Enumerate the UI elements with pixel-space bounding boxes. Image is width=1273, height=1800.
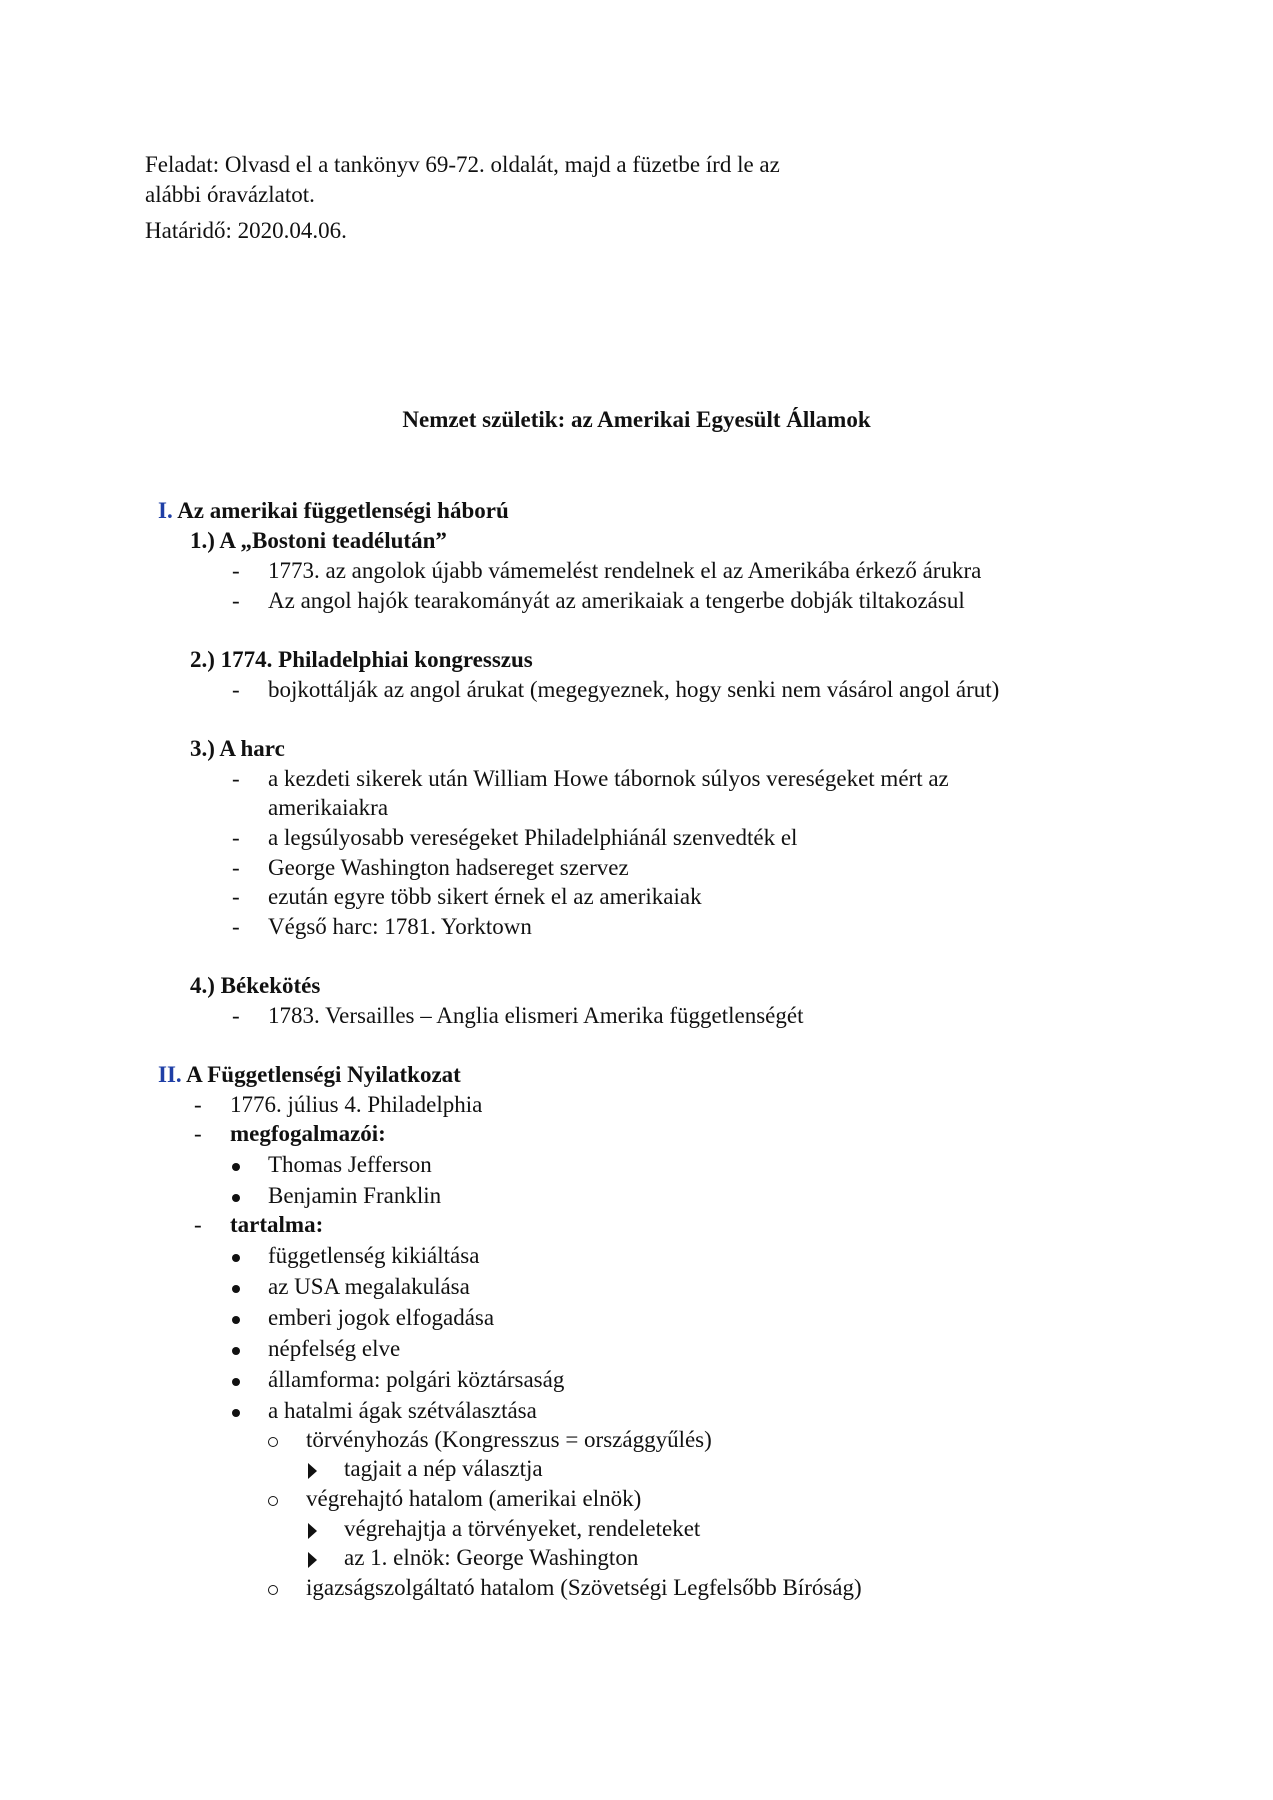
content-item: államforma: polgári köztársaság xyxy=(268,1367,565,1392)
dash-marker: - xyxy=(232,588,240,613)
bullet-icon xyxy=(232,1365,240,1395)
branch-detail: az 1. elnök: George Washington xyxy=(344,1545,639,1570)
content-item: emberi jogok elfogadása xyxy=(268,1305,495,1330)
branch-item: törvényhozás (Kongresszus = országgyűlés) xyxy=(306,1427,712,1452)
subsection-4-heading: 4.) Békekötés xyxy=(190,973,321,998)
dash-marker: - xyxy=(232,884,240,909)
content-item: népfelség elve xyxy=(268,1336,401,1361)
dash-marker: - xyxy=(232,914,240,939)
list-item: Az angol hajók tearakományát az amerikaiak a tengerbe dobják tiltakozásul xyxy=(268,588,965,613)
dash-marker: - xyxy=(232,558,240,583)
dash-marker: - xyxy=(232,855,240,880)
list-item: a kezdeti sikerek után William Howe tábornok súlyos vereségeket mért az xyxy=(268,766,949,791)
section-1-heading xyxy=(158,496,509,526)
bullet-icon xyxy=(232,1396,240,1426)
bullet-icon xyxy=(232,1150,240,1180)
branch-item: végrehajtó hatalom (amerikai elnök) xyxy=(306,1486,642,1511)
triangle-bullet-icon xyxy=(308,1514,317,1544)
circle-bullet-icon xyxy=(268,1573,278,1603)
dash-marker: - xyxy=(232,677,240,702)
authors-label: megfogalmazói: xyxy=(230,1121,386,1146)
list-item: George Washington hadsereget szervez xyxy=(268,855,629,880)
list-item: 1776. július 4. Philadelphia xyxy=(230,1092,483,1117)
list-item: 1773. az angolok újabb vámemelést rendelnek el az Amerikába érkező árukra xyxy=(268,558,982,583)
bullet-icon xyxy=(232,1303,240,1333)
branch-detail: végrehajtja a törvényeket, rendeleteket xyxy=(344,1516,701,1541)
subsection-1-heading: 1.) A „Bostoni teadélután” xyxy=(190,528,447,553)
bullet-icon xyxy=(232,1241,240,1271)
list-item-continuation: amerikaiakra xyxy=(268,795,389,820)
roman-numeral: I. xyxy=(158,498,173,523)
bullet-icon xyxy=(232,1181,240,1211)
dash-marker: - xyxy=(232,766,240,791)
list-item: ezután egyre több sikert érnek el az amerikaiak xyxy=(268,884,702,909)
circle-bullet-icon xyxy=(268,1425,278,1455)
content-label: tartalma: xyxy=(230,1212,324,1237)
subsection-2-heading: 2.) 1774. Philadelphiai kongresszus xyxy=(190,647,533,672)
list-item: a legsúlyosabb vereségeket Philadelphiánál szenvedték el xyxy=(268,825,798,850)
content-item: a hatalmi ágak szétválasztása xyxy=(268,1398,537,1423)
dash-marker: - xyxy=(194,1212,202,1237)
dash-marker: - xyxy=(232,1003,240,1028)
section-heading-text: Az amerikai függetlenségi háború xyxy=(177,498,509,523)
triangle-bullet-icon xyxy=(308,1454,317,1484)
branch-item: igazságszolgáltató hatalom (Szövetségi Legfelsőbb Bíróság) xyxy=(306,1575,862,1600)
circle-bullet-icon xyxy=(268,1484,278,1514)
list-item: Végső harc: 1781. Yorktown xyxy=(268,914,532,939)
triangle-bullet-icon xyxy=(308,1543,317,1573)
page-title: Nemzet születik: az Amerikai Egyesült Államok xyxy=(402,407,871,432)
deadline: Határidő: 2020.04.06. xyxy=(145,218,347,243)
branch-detail: tagjait a nép választja xyxy=(344,1456,543,1481)
section-2-heading xyxy=(158,1060,461,1090)
content-item: az USA megalakulása xyxy=(268,1274,470,1299)
author-item: Thomas Jefferson xyxy=(268,1152,432,1177)
bullet-icon xyxy=(232,1272,240,1302)
section-heading-text: A Függetlenségi Nyilatkozat xyxy=(186,1062,461,1087)
roman-numeral: II. xyxy=(158,1062,182,1087)
dash-marker: - xyxy=(232,825,240,850)
content-item: függetlenség kikiáltása xyxy=(268,1243,480,1268)
list-item: bojkottálják az angol árukat (megegyeznek, hogy senki nem vásárol angol árut) xyxy=(268,677,1000,702)
bullet-icon xyxy=(232,1334,240,1364)
dash-marker: - xyxy=(194,1092,202,1117)
task-line-1: Feladat: Olvasd el a tankönyv 69-72. oldalát, majd a füzetbe írd le az xyxy=(145,152,780,177)
list-item: 1783. Versailles – Anglia elismeri Amerika függetlenségét xyxy=(268,1003,804,1028)
subsection-3-heading: 3.) A harc xyxy=(190,736,285,761)
dash-marker: - xyxy=(194,1121,202,1146)
author-item: Benjamin Franklin xyxy=(268,1183,442,1208)
task-line-2: alábbi óravázlatot. xyxy=(145,182,315,207)
